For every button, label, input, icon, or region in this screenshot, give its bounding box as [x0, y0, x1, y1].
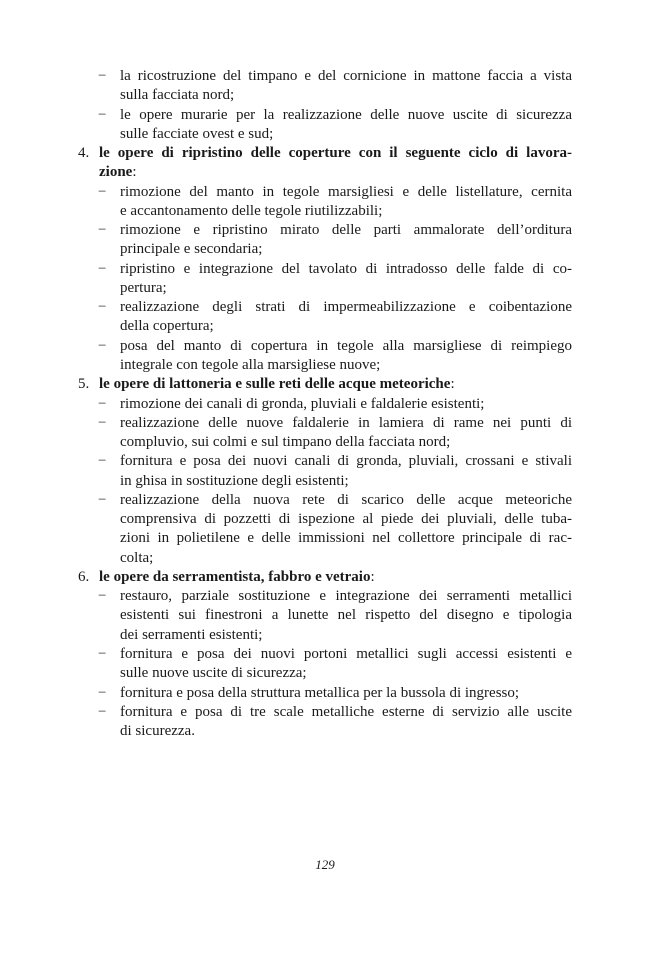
dash-bullet: − [98, 260, 107, 277]
bullet-text: zioni in polietilene e delle immissioni nel collettore principale di rac- [120, 530, 572, 547]
dash-bullet: − [98, 684, 107, 701]
text-line [0, 395, 650, 414]
bullet-text: ripristino e integrazione del tavolato di intradosso delle falde di co- [120, 260, 572, 277]
section-heading [99, 568, 572, 587]
text-line [0, 452, 650, 471]
heading-line [0, 568, 650, 587]
dash-bullet: − [98, 414, 107, 431]
bullet-text: di sicurezza. [120, 723, 195, 740]
bullet-text: colta; [120, 549, 154, 566]
text-line [0, 221, 650, 240]
text-line [0, 664, 650, 683]
bullet-text: principale e secondaria; [120, 241, 263, 258]
bullet-text: sulla facciata nord; [120, 87, 235, 104]
text-line [0, 684, 650, 703]
heading-colon: : [450, 376, 455, 393]
dash-bullet: − [98, 395, 107, 412]
document-body [0, 67, 650, 741]
bullet-text: della copertura; [120, 318, 214, 335]
dash-bullet: − [98, 299, 107, 316]
text-line [0, 260, 650, 279]
heading-bold-text: le opere di lattoneria e sulle reti delle acque meteoriche [99, 376, 451, 393]
bullet-text: e accantonamento delle tegole riutilizzabili; [120, 202, 383, 219]
text-line [0, 606, 650, 625]
section-number: 6. [78, 568, 90, 585]
text-line [0, 279, 650, 298]
dash-bullet: − [98, 68, 107, 84]
text-line [0, 645, 650, 664]
bullet-item [0, 684, 650, 703]
bullet-item [0, 67, 650, 106]
page-number: 129 [315, 857, 335, 872]
heading-line [0, 375, 650, 394]
text-line [0, 356, 650, 375]
heading-line [0, 144, 650, 163]
bullet-item [0, 221, 650, 260]
text-line [0, 414, 650, 433]
section-number: 4. [78, 145, 90, 162]
dash-bullet: − [98, 453, 107, 470]
section-heading [99, 375, 572, 394]
bullet-text: posa del manto di copertura in tegole alla marsigliese di reimpiego [120, 337, 572, 354]
text-line [0, 240, 650, 259]
text-line [0, 722, 650, 741]
bullet-text: fornitura e posa dei nuovi portoni metallici sugli accessi esistenti e [120, 645, 572, 662]
text-line [0, 202, 650, 221]
bullet-text: fornitura e posa dei nuovi canali di gronda, pluviali, crossani e stivali [120, 453, 572, 470]
bullet-item [0, 395, 650, 414]
bullet-item [0, 260, 650, 299]
text-line [0, 317, 650, 336]
bullet-text: sulle facciate ovest e sud; [120, 125, 274, 142]
bullet-text: fornitura e posa della struttura metallica per la bussola di ingresso; [120, 684, 520, 701]
section-heading [99, 144, 572, 163]
bullet-item [0, 452, 650, 491]
bullet-text: integrale con tegole alla marsigliese nuove; [120, 356, 381, 373]
text-line [0, 67, 650, 86]
bullet-text: la ricostruzione del timpano e del cornicione in mattone faccia a vista [120, 68, 572, 84]
dash-bullet: − [98, 337, 107, 354]
bullet-item [0, 337, 650, 376]
bullet-text: realizzazione della nuova rete di scarico delle acque meteoriche [120, 491, 572, 508]
bullet-text: rimozione dei canali di gronda, pluviali e faldalerie esistenti; [120, 395, 485, 412]
bullet-text: pertura; [120, 279, 167, 296]
bullet-text: rimozione del manto in tegole marsigliesi e delle listellature, cernita [120, 183, 572, 200]
section-number: 5. [78, 376, 90, 393]
text-line [0, 106, 650, 125]
text-line [0, 703, 650, 722]
text-line [0, 510, 650, 529]
bullet-text: fornitura e posa di tre scale metalliche esterne di servizio alle uscite [120, 703, 572, 720]
text-line [0, 472, 650, 491]
text-line [0, 529, 650, 548]
bullet-text: compluvio, sui colmi e sul timpano della facciata nord; [120, 434, 451, 451]
section-5 [0, 375, 650, 394]
bullet-item [0, 587, 650, 645]
dash-bullet: − [98, 645, 107, 662]
heading-colon: : [132, 164, 137, 181]
text-line [0, 183, 650, 202]
bullet-text: realizzazione delle nuove faldalerie in lamiera di rame nei punti di [120, 414, 572, 431]
text-line [0, 337, 650, 356]
heading-colon: : [370, 568, 375, 585]
bullet-item [0, 298, 650, 337]
text-line [0, 86, 650, 105]
bullet-item [0, 703, 650, 742]
section-heading [99, 163, 572, 182]
bullet-text: comprensiva di pozzetti di ispezione al piede dei pluviali, delle tuba- [120, 511, 572, 528]
bullet-text: esistenti sui finestroni a lunette nel rispetto del disegno e tipologia [120, 607, 572, 624]
bullet-text: rimozione e ripristino mirato delle parti ammalorate dell’orditura [120, 222, 572, 239]
dash-bullet: − [98, 588, 107, 605]
heading-line [0, 163, 650, 182]
dash-bullet: − [98, 183, 107, 200]
dash-bullet: − [98, 491, 107, 508]
bullet-text: le opere murarie per la realizzazione delle nuove uscite di sicurezza [120, 106, 572, 123]
bullet-text: sulle nuove uscite di sicurezza; [120, 665, 307, 682]
bullet-item [0, 491, 650, 568]
text-line [0, 433, 650, 452]
heading-bold-text: le opere di ripristino delle coperture con il seguente ciclo di lavora- [99, 145, 572, 162]
text-line [0, 587, 650, 606]
bullet-text: dei serramenti esistenti; [120, 626, 263, 643]
dash-bullet: − [98, 222, 107, 239]
text-line [0, 491, 650, 510]
bullet-text: restauro, parziale sostituzione e integrazione dei serramenti metallici [120, 588, 572, 605]
bullet-item [0, 645, 650, 684]
bullet-text: realizzazione degli strati di impermeabilizzazione e coibentazione [120, 299, 572, 316]
section-6 [0, 568, 650, 587]
bullet-item [0, 183, 650, 222]
dash-bullet: − [98, 106, 107, 123]
bullet-item [0, 414, 650, 453]
text-line [0, 549, 650, 568]
text-line [0, 125, 650, 144]
heading-bold-text: zione [99, 164, 133, 181]
section-4 [0, 144, 650, 183]
dash-bullet: − [98, 703, 107, 720]
bullet-text: in ghisa in sostituzione degli esistenti; [120, 472, 349, 489]
heading-bold-text: le opere da serramentista, fabbro e vetraio [99, 568, 371, 585]
text-line [0, 626, 650, 645]
bullet-item [0, 106, 650, 145]
text-line [0, 298, 650, 317]
